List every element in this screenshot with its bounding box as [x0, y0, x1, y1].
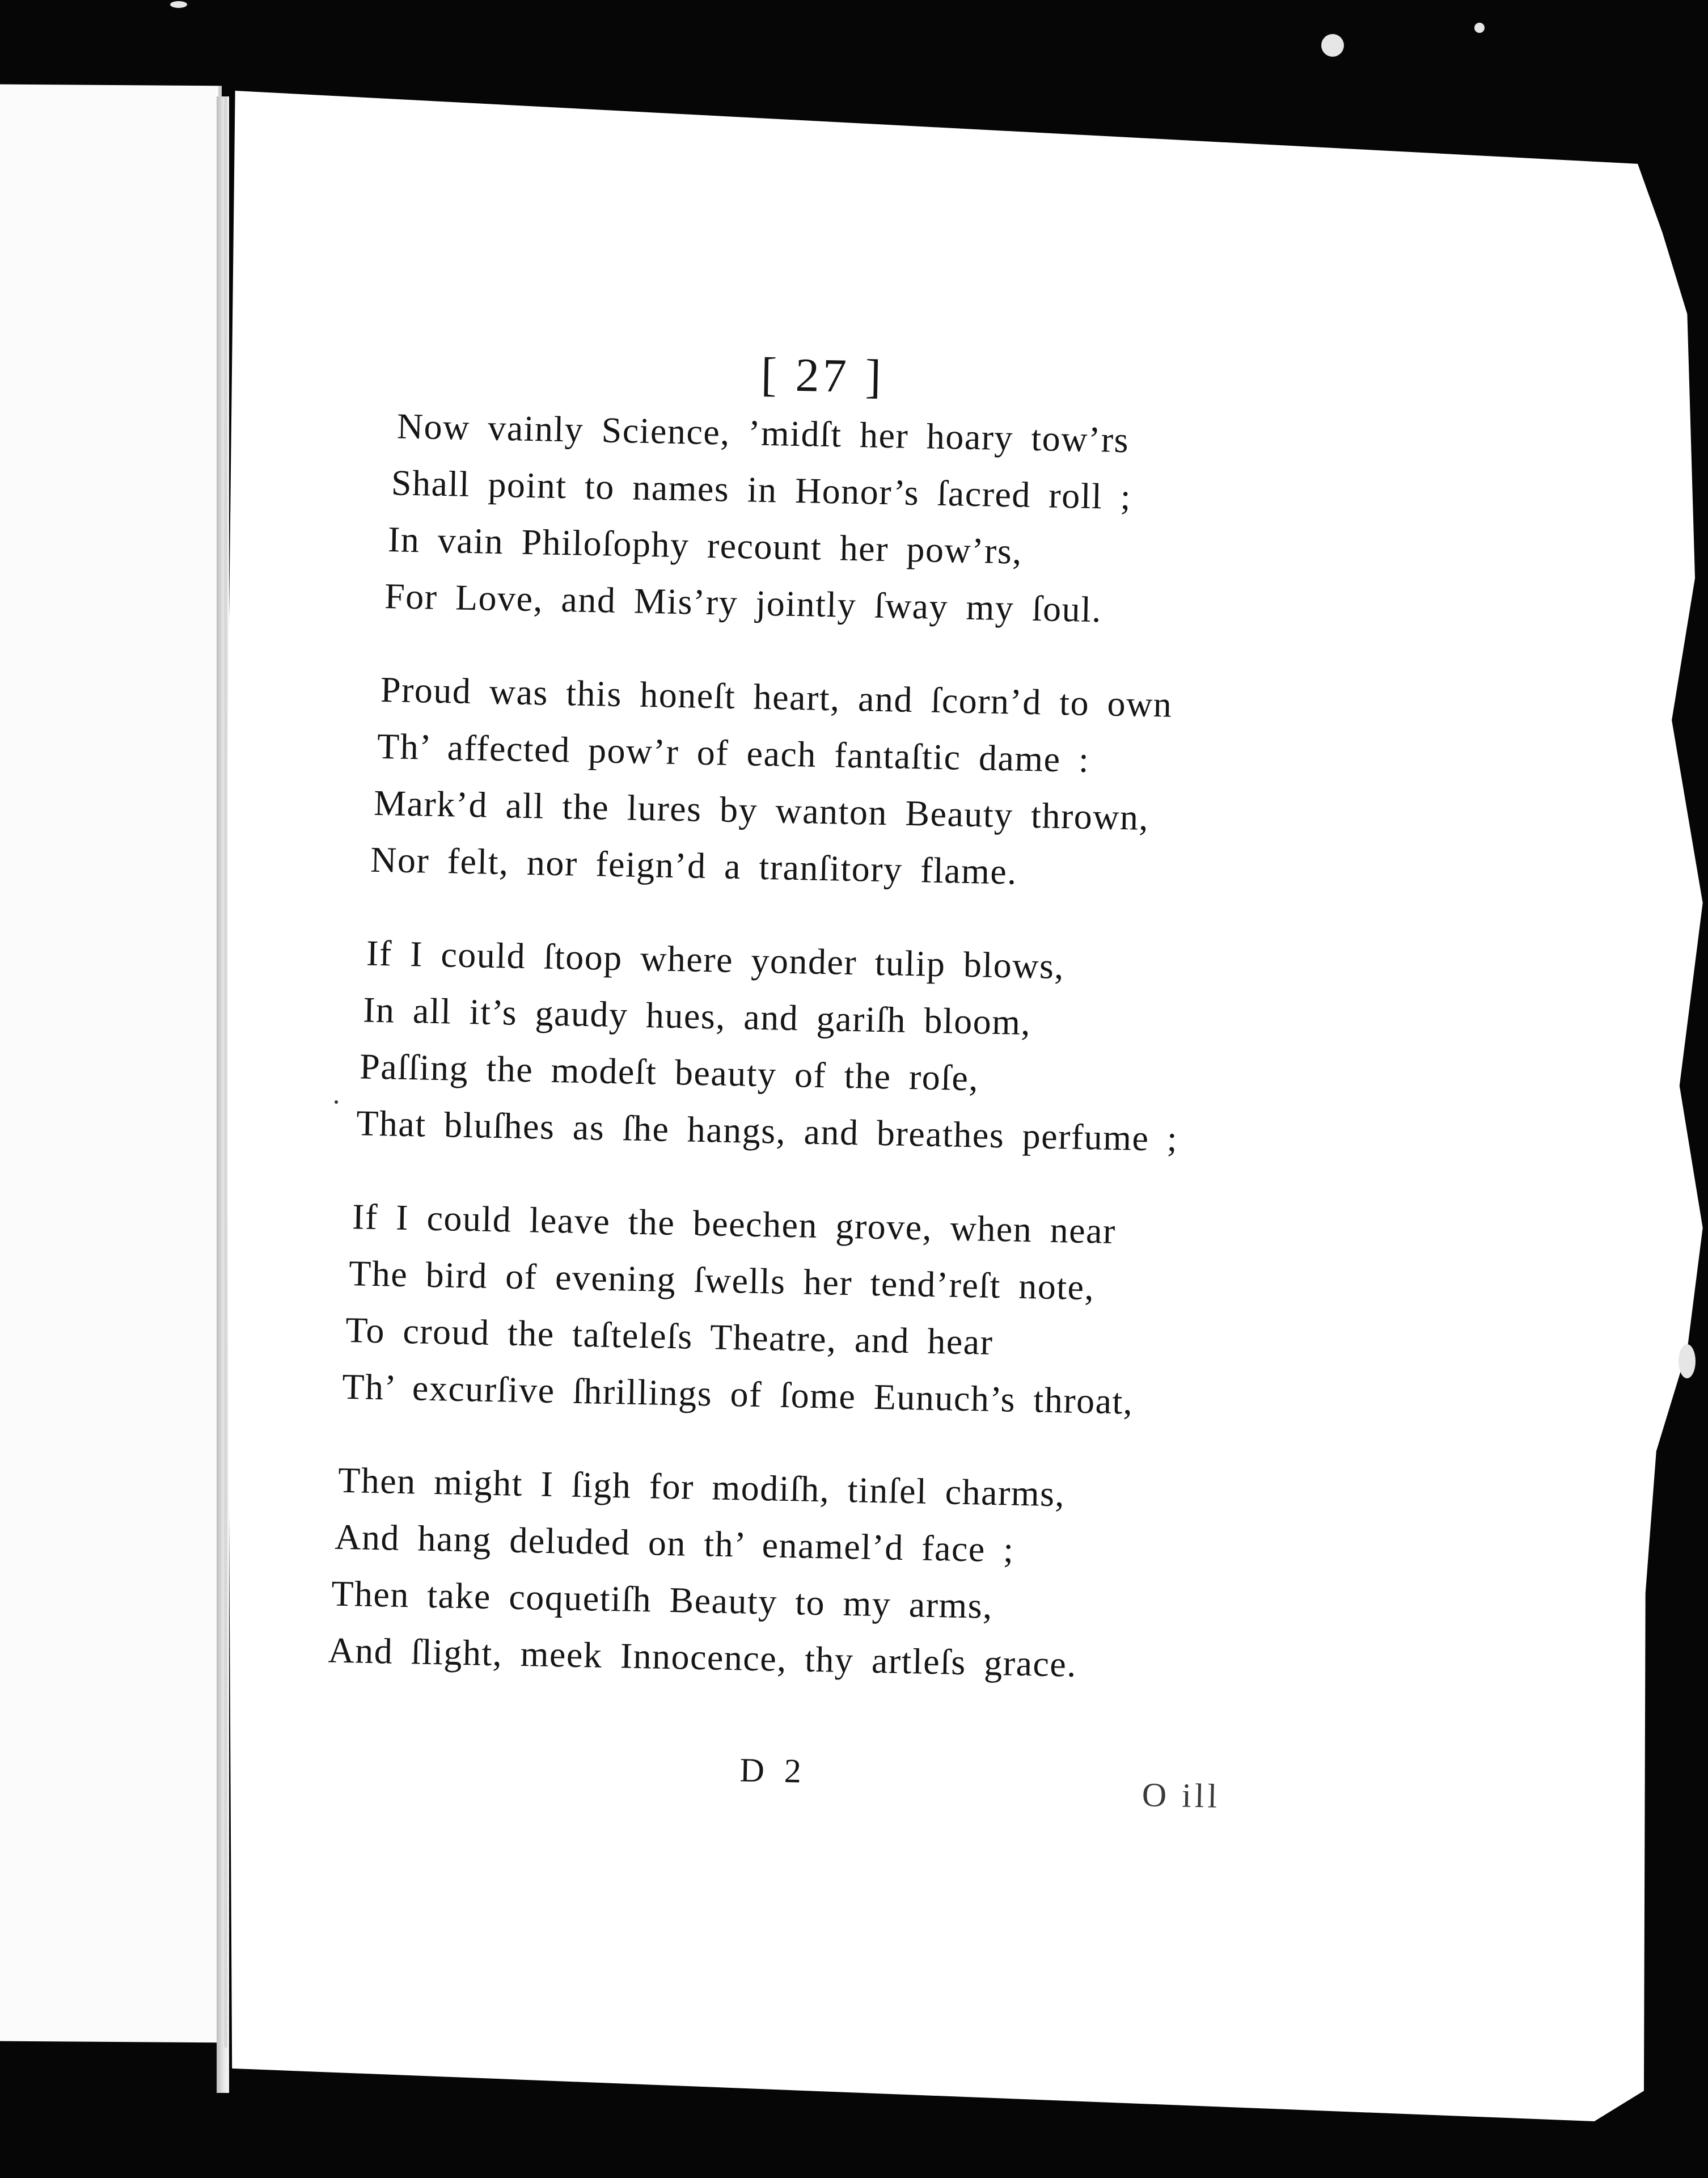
page-number: [ 27 ] [760, 348, 885, 403]
verse-line: In vain Philoſophy recount her pow’rs, [387, 519, 1023, 572]
verse-line: Nor felt, nor feign’d a tranſitory flame. [370, 839, 1018, 892]
verse-line: Shall point to names in Honor’s ſacred roll ; [391, 462, 1132, 517]
verse-line: Th’ affected pow’r of each fantaſtic dame : [377, 725, 1090, 780]
verse-line: And ſlight, meek Innocence, thy artleſs grace. [327, 1630, 1077, 1685]
signature-mark: D 2 [739, 1751, 808, 1790]
catchword: O ill [1142, 1776, 1221, 1815]
verse-line: Then might I ſigh for modiſh, tinſel charms, [337, 1459, 1066, 1514]
verse-line: Now vainly Science, ’midſt her hoary tow’rs [396, 406, 1130, 461]
verse-line: Mark’d all the lures by wanton Beauty thrown, [373, 782, 1149, 838]
verse-line: Then take coquetiſh Beauty to my arms, [331, 1573, 993, 1626]
verse-line: That bluſhes as ſhe hangs, and breathes perfume ; [356, 1103, 1178, 1159]
verse-line: In all it’s gaudy hues, and gariſh bloom, [362, 989, 1031, 1043]
verse-line: For Love, and Mis’ry jointly ſway my ſoul. [384, 576, 1102, 630]
verse-line: Paſſing the modeſt beauty of the roſe, [359, 1046, 979, 1099]
verse-line: Proud was this honeſt heart, and ſcorn’d to own [380, 669, 1173, 725]
verse-line: And hang deluded on th’ enamel’d face ; [334, 1516, 1015, 1570]
verse-line: The bird of evening ſwells her tend’reſt note, [348, 1253, 1095, 1308]
verse-line: If I could ſtoop where yonder tulip blows, [366, 932, 1065, 987]
verse-line: Th’ excurſive ſhrillings of ſome Eunuch’s throat, [341, 1366, 1134, 1422]
verse-line: To croud the taſteleſs Theatre, and hear [345, 1310, 994, 1362]
verse-line: If I could leave the beechen grove, when near [352, 1196, 1117, 1252]
